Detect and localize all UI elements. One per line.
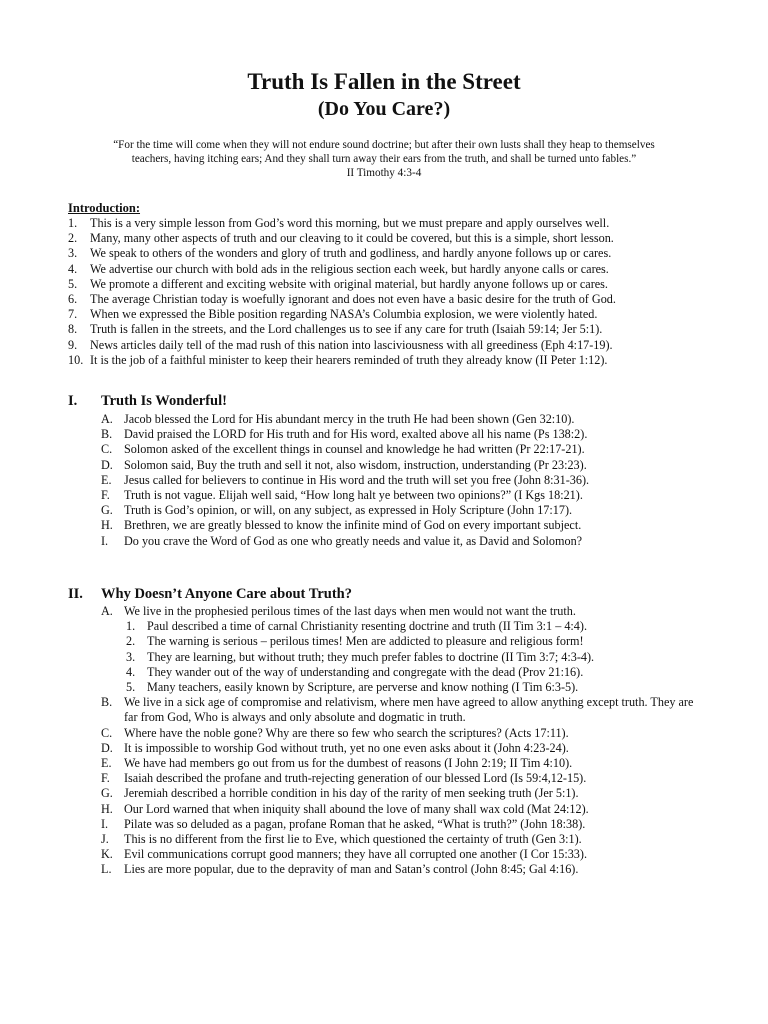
section-heading-1 — [68, 392, 227, 410]
list-item — [101, 741, 721, 756]
list-item — [101, 427, 721, 442]
item-text: Isaiah described the profane and truth-rejecting generation of our blessed Lord (Is 59:4,12-15). — [124, 771, 587, 786]
item-text: It is impossible to worship God without truth, yet no one even asks about it (John 4:23-24). — [124, 740, 569, 755]
item-text: Evil communications corrupt good manners; they have all corrupted one another (I Cor 15:33). — [124, 847, 587, 862]
item-text: Many, many other aspects of truth and our cleaving to it could be covered, but this is a simple, short lesson. — [90, 231, 614, 246]
item-label: C. — [101, 442, 113, 457]
item-label: H. — [101, 518, 113, 533]
item-text: Truth is fallen in the streets, and the Lord challenges us to see if any care for truth (Isaiah 59:14; Jer 5:1). — [90, 322, 603, 337]
item-text: Do you crave the Word of God as one who greatly needs and value it, as David and Solomon? — [124, 533, 583, 548]
item-text: We have had members go out from us for the dumbest of reasons (I John 2:19; II Tim 4:10). — [124, 756, 573, 771]
item-text: When we expressed the Bible position regarding NASA’s Columbia explosion, we were violently hated. — [90, 307, 598, 322]
list-item — [101, 473, 721, 488]
list-item — [101, 604, 721, 619]
section-2-list — [101, 604, 721, 878]
item-label: A. — [101, 412, 113, 426]
list-item — [101, 862, 721, 877]
list-item — [101, 458, 721, 473]
section-title: Truth Is Wonderful! — [101, 393, 227, 409]
list-item — [101, 695, 721, 725]
item-number: 1. — [68, 216, 78, 230]
list-item — [101, 771, 721, 786]
list-item — [101, 726, 721, 741]
item-label: 5. — [126, 680, 136, 695]
item-text: The warning is serious – perilous times! Men are addicted to pleasure and religious form! — [147, 634, 584, 649]
item-label: D. — [101, 457, 113, 472]
item-label: 2. — [126, 634, 136, 649]
list-item — [101, 756, 721, 771]
quote-reference: II Timothy 4:3-4 — [346, 167, 422, 179]
list-item — [68, 322, 728, 337]
item-label: K. — [101, 847, 113, 862]
section-heading-2 — [68, 585, 352, 603]
item-text: Truth is God’s opinion, or will, on any subject, as expressed in Holy Scripture (John 17:17). — [124, 503, 573, 518]
item-number: 2. — [68, 231, 78, 246]
list-item — [101, 442, 721, 457]
sub-list-item — [101, 650, 721, 665]
sub-list-item — [101, 619, 721, 634]
item-text: We promote a different and exciting website with original material, but hardly anyone follows up or cares. — [90, 276, 608, 291]
page-title: Truth Is Fallen in the Street — [247, 69, 521, 94]
item-number: 9. — [68, 337, 78, 352]
quote-line-1: “For the time will come when they will not endure sound doctrine; but after their own lusts shall they heap to themselves — [113, 139, 655, 151]
item-label: B. — [101, 427, 113, 442]
list-item — [68, 307, 728, 322]
sub-list-item — [101, 665, 721, 680]
item-text: Solomon asked of the excellent things in counsel and knowledge he had written (Pr 22:17-21). — [124, 442, 585, 457]
item-label: A. — [101, 604, 113, 618]
section-number: I. — [68, 393, 78, 409]
section-number: II. — [68, 586, 83, 602]
item-text: They are learning, but without truth; they much prefer fables to doctrine (II Tim 3:7; 4:3-4). — [147, 649, 595, 664]
item-label: J. — [101, 832, 109, 847]
item-text: The average Christian today is woefully ignorant and does not even have a basic desire for the truth of God. — [90, 292, 616, 307]
item-text: Paul described a time of carnal Christianity resenting doctrine and truth (II Tim 3:1 – 4:4). — [147, 619, 588, 634]
list-item — [68, 277, 728, 292]
item-label: C. — [101, 725, 113, 740]
list-item — [101, 518, 721, 533]
section-1-list — [101, 412, 721, 549]
item-label: H. — [101, 801, 113, 816]
item-label: F. — [101, 488, 110, 503]
item-text: Brethren, we are greatly blessed to know the infinite mind of God on every important subject. — [124, 518, 582, 533]
list-item — [68, 231, 728, 246]
item-number: 4. — [68, 261, 78, 276]
scripture-quote — [64, 138, 704, 180]
item-label: I. — [101, 816, 109, 831]
item-number: 3. — [68, 246, 78, 261]
item-text: Solomon said, Buy the truth and sell it not, also wisdom, instruction, understanding (Pr 23:23). — [124, 457, 587, 472]
item-label: D. — [101, 740, 113, 755]
item-number: 10. — [68, 352, 84, 367]
item-label: L. — [101, 862, 112, 877]
list-item — [101, 847, 721, 862]
item-text: News articles daily tell of the mad rush of this nation into lasciviousness with all greediness (Eph 4:17-19). — [90, 337, 613, 352]
item-text: Jesus called for believers to continue in His word and the truth will set you free (John 8:31-36). — [124, 472, 590, 487]
section-title: Why Doesn’t Anyone Care about Truth? — [101, 586, 352, 602]
list-item — [68, 292, 728, 307]
list-item — [101, 832, 721, 847]
item-number: 5. — [68, 276, 78, 291]
item-label: I. — [101, 533, 109, 548]
list-item — [101, 534, 721, 549]
list-item — [68, 262, 728, 277]
sub-list-item — [101, 680, 721, 695]
item-number: 7. — [68, 307, 78, 322]
item-text: David praised the LORD for His truth and for His word, exalted above all his name (Ps 138:2). — [124, 427, 588, 442]
item-label: 1. — [126, 619, 136, 634]
item-label: G. — [101, 786, 113, 801]
item-label: B. — [101, 695, 113, 710]
list-item — [101, 488, 721, 503]
list-item — [101, 503, 721, 518]
item-text: Jacob blessed the Lord for His abundant mercy in the truth He had been shown (Gen 32:10). — [124, 412, 575, 426]
item-number: 8. — [68, 322, 78, 337]
item-text: Lies are more popular, due to the depravity of man and Satan’s control (John 8:45; Gal 4:16). — [124, 862, 579, 877]
list-item — [68, 216, 728, 231]
item-label: 3. — [126, 649, 136, 664]
item-text: We advertise our church with bold ads in the religious section each week, but hardly anyone calls or cares. — [90, 261, 609, 276]
introduction-heading: Introduction: — [68, 201, 141, 215]
sub-list-item — [101, 634, 721, 649]
quote-line-2: teachers, having itching ears; And they shall turn away their ears from the truth, and shall be turned unto fables.” — [131, 153, 637, 165]
item-text: Where have the noble gone? Why are there so few who search the scriptures? (Acts 17:11). — [124, 725, 569, 740]
list-item — [101, 817, 721, 832]
list-item — [68, 338, 728, 353]
item-label: E. — [101, 472, 112, 487]
item-text: We live in the prophesied perilous times of the last days when men would not want the truth. — [124, 604, 576, 618]
item-label: 4. — [126, 664, 136, 679]
item-text: We live in a sick age of compromise and relativism, where men have agreed to allow anything except truth. They are far from God, Who is always and only absolute and dogmatic in truth. — [124, 695, 694, 725]
item-text: This is a very simple lesson from God’s word this morning, but we must prepare and apply ourselves well. — [90, 216, 610, 230]
item-label: E. — [101, 756, 112, 771]
item-text: It is the job of a faithful minister to keep their hearers reminded of truth they already know (II Peter 1:12). — [90, 352, 608, 367]
page-subtitle: (Do You Care?) — [317, 98, 451, 120]
list-item — [68, 353, 728, 368]
item-text: Pilate was so deluded as a pagan, profane Roman that he asked, “What is truth?” (John 18:38). — [124, 816, 586, 831]
item-text: Truth is not vague. Elijah well said, “How long halt ye between two opinions?” (I Kgs 18:21). — [124, 488, 583, 503]
item-number: 6. — [68, 292, 78, 307]
item-text: Many teachers, easily known by Scripture, are perverse and know nothing (I Tim 6:3-5). — [147, 680, 579, 695]
item-text: They wander out of the way of understanding and congregate with the dead (Prov 21:16). — [147, 664, 584, 679]
item-text: Our Lord warned that when iniquity shall abound the love of many shall wax cold (Mat 24:12). — [124, 801, 589, 816]
item-text: We speak to others of the wonders and glory of truth and godliness, and hardly anyone follows up or cares. — [90, 246, 612, 261]
item-label: G. — [101, 503, 113, 518]
list-item — [101, 786, 721, 801]
item-label: F. — [101, 771, 110, 786]
introduction-list — [68, 216, 728, 368]
item-text: This is no different from the first lie to Eve, which questioned the certainty of truth (Gen 3:1). — [124, 832, 582, 847]
list-item — [101, 412, 721, 427]
item-text: Jeremiah described a horrible condition in his day of the rarity of men seeking truth (Jer 5:1). — [124, 786, 579, 801]
list-item — [68, 246, 728, 261]
list-item — [101, 802, 721, 817]
